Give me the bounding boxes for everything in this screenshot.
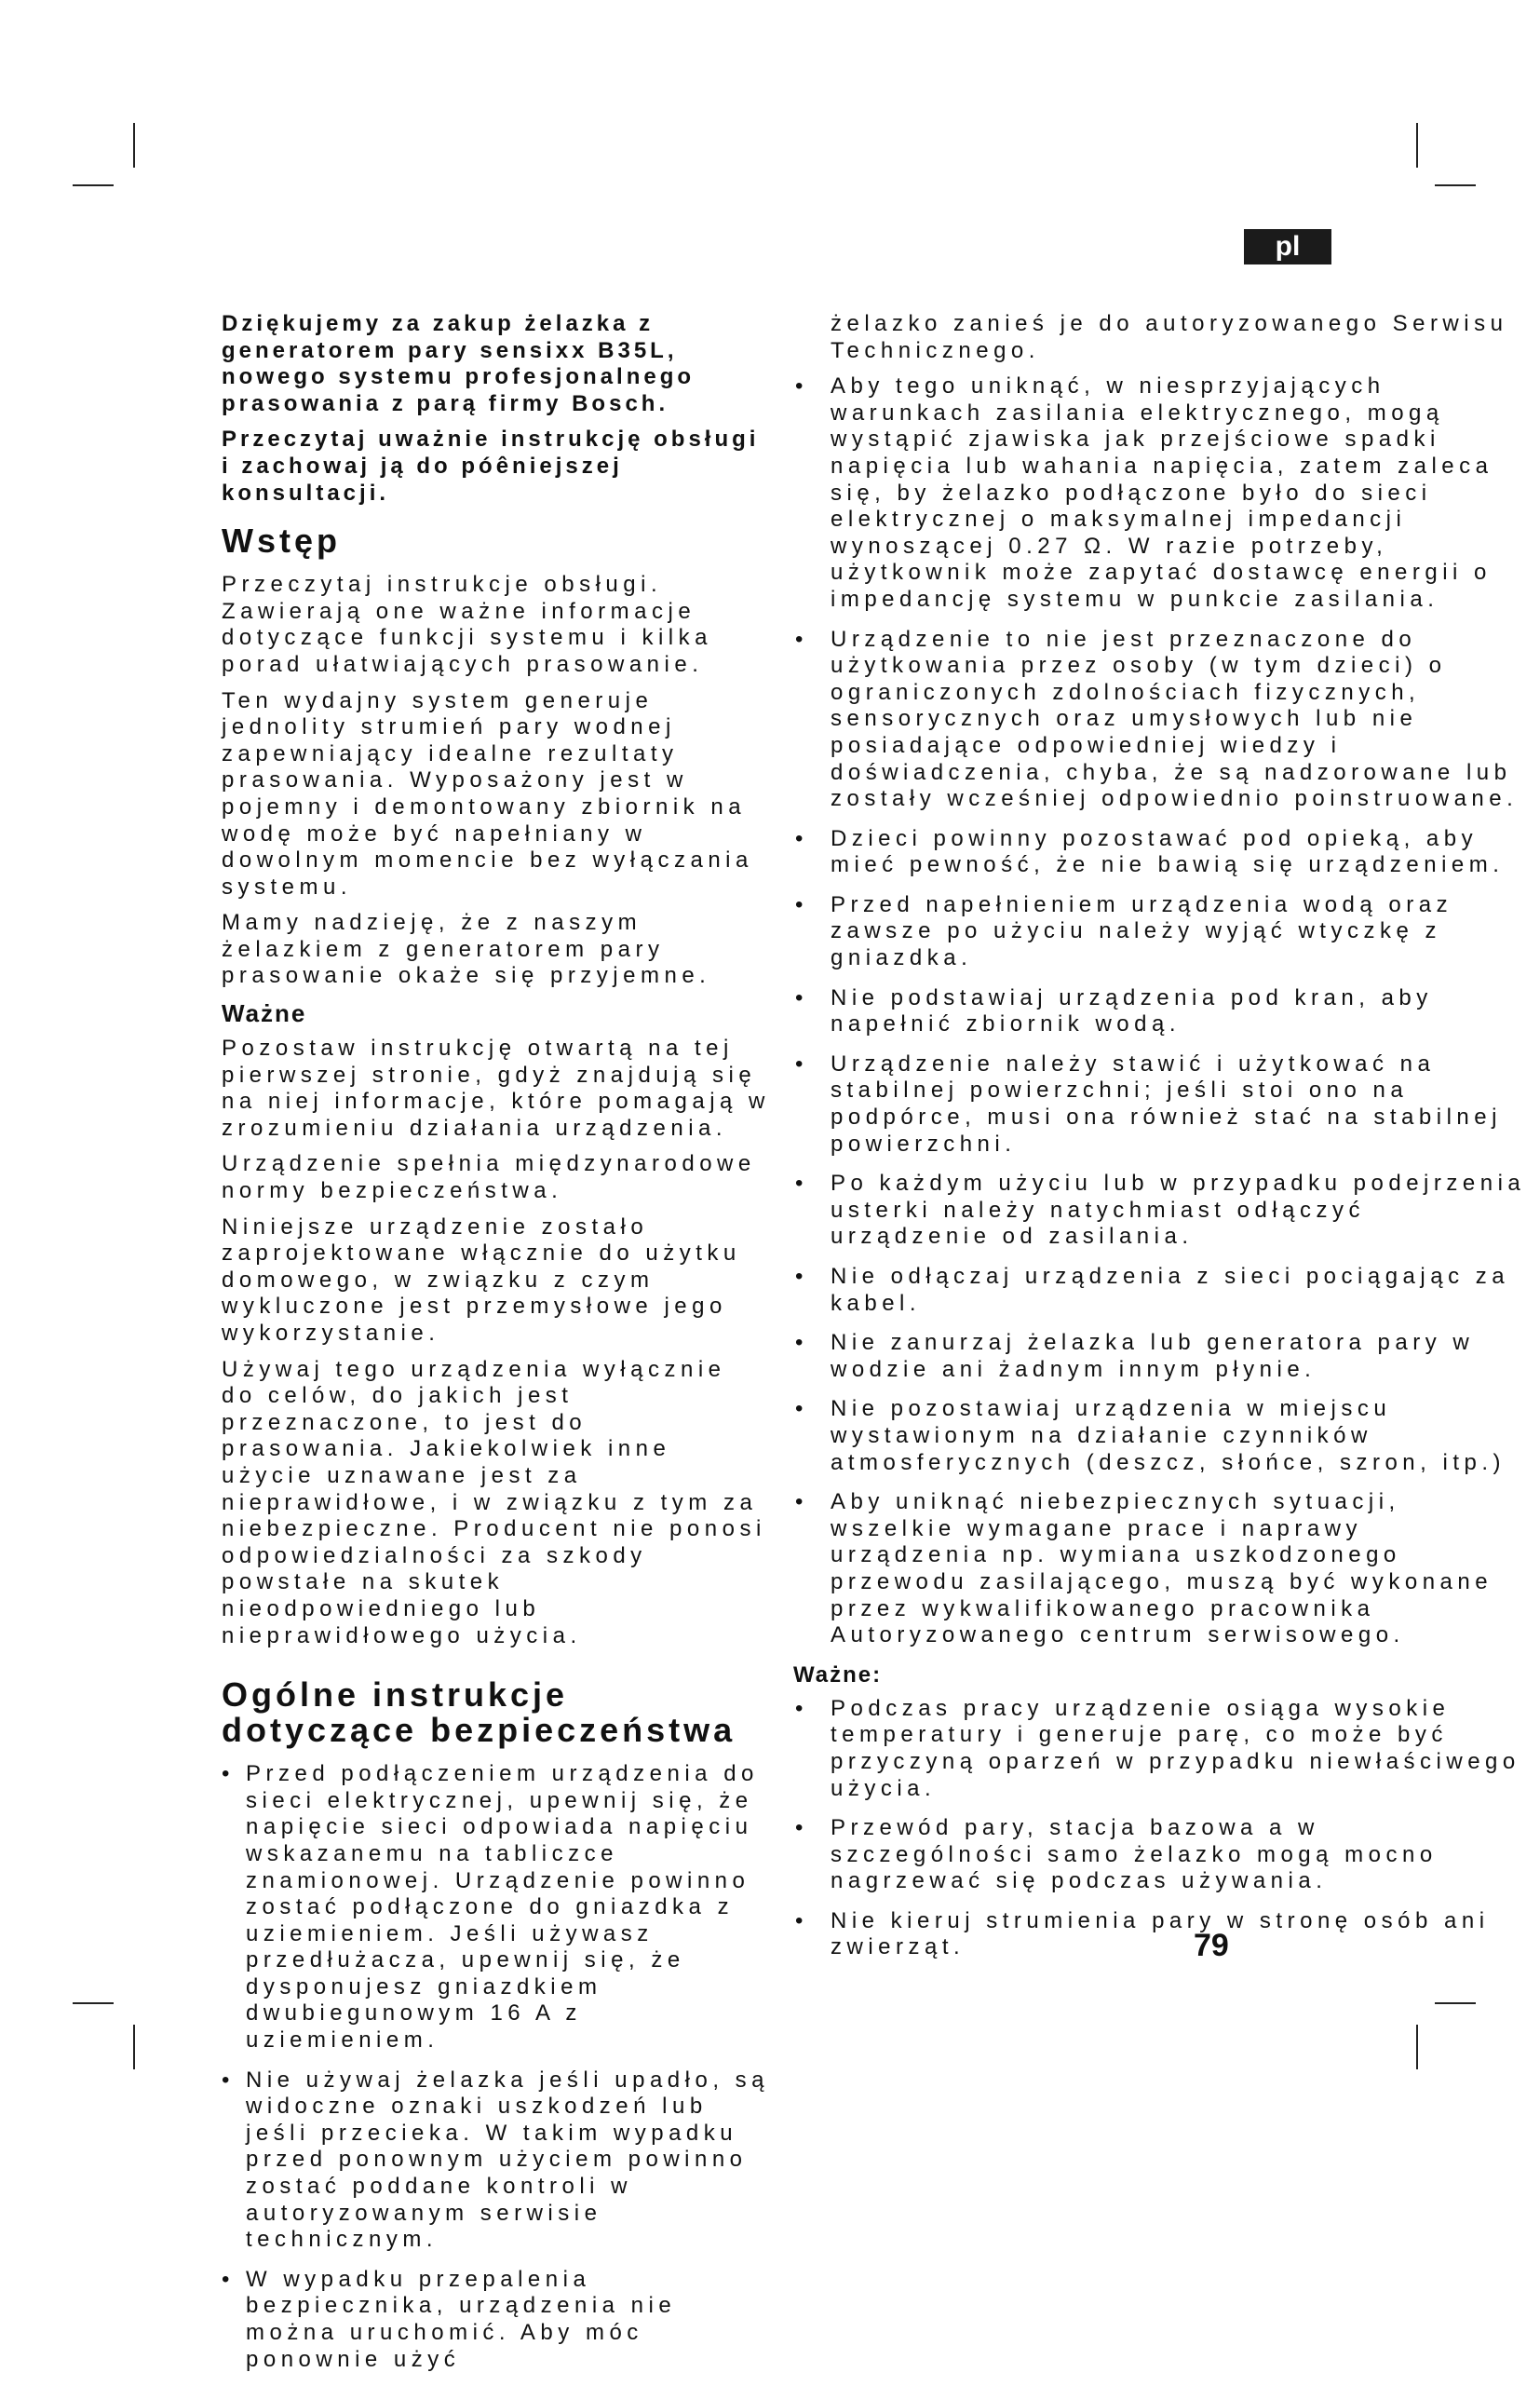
intro-paragraph: Mamy nadzieję, że z naszym żelazkiem z generatorem pary prasowanie okaże się przyjemne. xyxy=(222,910,711,989)
list-item: • Przed podłączeniem urządzenia do sieci elektrycznej, upewnij się, że napięcie sieci odpowiada napięciu wskazanemu na tabliczce znamionowej. Urządzenie powinno zostać podłączone do gniazdka z uziemieniem. Jeśli używasz przedłużacza, upewnij się, że dysponujesz gniazdkiem dwubiegunowym 16 A z uziemieniem. xyxy=(222,1761,759,2054)
list-item: • Przewód pary, stacja bazowa a w szczególności samo żelazko mogą mocno nagrzewać się podczas używania. xyxy=(795,1815,1438,1894)
list-item: • Nie używaj żelazka jeśli upadło, są widoczne oznaki uszkodzeń lub jeśli przecieka. W takim wypadku przed ponownym użyciem powinno zostać poddane kontroli w autoryzowanym serwisie technicznym. xyxy=(222,2067,770,2253)
list-item: • Nie podstawiaj urządzenia pod kran, aby napełnić zbiornik wodą. xyxy=(795,984,1433,1037)
important-paragraph: Urządzenie spełnia międzynarodowe normy bezpieczeństwa. xyxy=(222,1151,756,1204)
list-item: • Nie kieruj strumienia pary w stronę osób ani zwierząt. xyxy=(795,1907,1490,1960)
page-number: 79 xyxy=(1194,1928,1229,1963)
left-column xyxy=(222,311,771,2386)
crop-mark xyxy=(73,184,114,186)
heading-safety: Ogólne instrukcje dotyczące bezpieczeństwa xyxy=(222,1675,736,1750)
list-item: • Nie zanurzaj żelazka lub generatora pary w wodzie ani żadnym innym płynie. xyxy=(795,1330,1475,1382)
crop-mark xyxy=(1416,2025,1418,2069)
list-item: • Nie odłączaj urządzenia z sieci pociągając za kabel. xyxy=(795,1264,1510,1316)
list-item: • Przed napełnieniem urządzenia wodą oraz zawsze po użyciu należy wyjąć wtyczkę z gniazdka. xyxy=(795,891,1453,971)
important-paragraph: Używaj tego urządzenia wyłącznie do celów, do jakich jest przeznaczone, to jest do prasowania. Jakiekolwiek inne użycie uznawane jest za nieprawidłowe, i w związku z tym za niebezpieczne. Producent nie ponosi odpowiedzialności za szkody powstałe na skutek nieodpowiedniego lub nieprawidłowego użycia. xyxy=(222,1356,766,1648)
continuation-text: żelazko zanieś je do autoryzowanego Serwisu Technicznego. xyxy=(831,311,1508,363)
crop-mark xyxy=(1416,123,1418,168)
list-item: • Podczas pracy urządzenie osiąga wysokie temperatury i generuje parę, co może być przyczyną oparzeń w przypadku niewłaściwego użycia. xyxy=(795,1695,1520,1801)
heading-intro: Wstęp xyxy=(222,522,341,561)
list-item: • Dzieci powinny pozostawać pod opieką, aby mieć pewność, że nie bawią się urządzeniem. xyxy=(795,825,1505,878)
crop-mark xyxy=(133,2025,135,2069)
bullet-icon: • xyxy=(795,1051,808,1077)
important-paragraph: Niniejsze urządzenie zostało zaprojektowane włącznie do użytku domowego, w związku z czym wykluczone jest przemysłowe jego wykorzystanie. xyxy=(222,1213,741,1346)
language-tab: pl xyxy=(1244,229,1331,264)
intro-thanks: Dziękujemy za zakup żelazka z generatorem pary sensixx B35L, nowego systemu profesjonalnego prasowania z parą firmy Bosch. xyxy=(222,311,696,416)
list-item: • Aby tego uniknąć, w niesprzyjających warunkach zasilania elektrycznego, mogą wystąpić zjawiska jak przejściowe spadki napięcia lub wahania napięcia, zatem zaleca się, by żelazko podłączone było do sieci elektrycznej o maksymalnej impedancji wynoszącej 0.27 Ω. W razie potrzeby, użytkownik może zapytać dostawcę energii o impedancję systemu w punkcie zasilania. xyxy=(795,373,1493,612)
heading-important: Ważne xyxy=(222,999,307,1028)
bullet-icon: • xyxy=(795,1695,808,1721)
bullet-icon: • xyxy=(795,1907,808,1933)
list-item: • Urządzenie należy stawić i użytkować na stabilnej powierzchni; jeśli stoi ono na podpórce, musi ona również stać na stabilnej powierzchni. xyxy=(795,1051,1502,1157)
bullet-icon: • xyxy=(795,1396,808,1422)
safety-list xyxy=(222,1761,771,2373)
bullet-icon: • xyxy=(795,891,808,917)
bullet-icon: • xyxy=(795,1330,808,1356)
bullet-icon: • xyxy=(795,984,808,1010)
bullet-icon: • xyxy=(795,1264,808,1289)
safety-list-continued xyxy=(793,373,1529,1649)
bullet-icon: • xyxy=(222,2266,235,2292)
bullet-icon: • xyxy=(795,1489,808,1515)
bullet-icon: • xyxy=(795,1171,808,1197)
list-item: • Aby uniknąć niebezpiecznych sytuacji, wszelkie wymagane prace i naprawy urządzenia np. wymiana uszkodzonego przewodu zasilającego, muszą być wykonane przez wykwalifikowanego pracownika Autoryzowanego centrum serwisowego. xyxy=(795,1489,1493,1648)
important-list xyxy=(793,1696,1529,1961)
intro-read-instructions: Przeczytaj uważnie instrukcję obsługi i zachowaj ją do póêniejszej konsultacji. xyxy=(222,427,760,506)
crop-mark xyxy=(73,2002,114,2004)
bullet-icon: • xyxy=(795,373,808,400)
crop-mark xyxy=(1435,184,1476,186)
list-item: • Urządzenie to nie jest przeznaczone do użytkowania przez osoby (w tym dzieci) o ograniczonych zdolnościach fizycznych, sensorycznych oraz umysłowych lub nie posiadające odpowiedniej wiedzy i doświadczenia, chyba, że są nadzorowane lub zostały wcześniej odpowiednio poinstruowane. xyxy=(795,626,1519,812)
right-column xyxy=(793,311,1529,1974)
bullet-icon: • xyxy=(222,2067,235,2093)
bullet-icon: • xyxy=(795,626,808,652)
crop-mark xyxy=(1435,2002,1476,2004)
intro-paragraph: Ten wydajny system generuje jednolity strumień pary wodnej zapewniający idealne rezultaty prasowania. Wyposażony jest w pojemny i demontowany zbiornik na wodę może być napełniany w dowolnym momencie bez wyłączania systemu. xyxy=(222,687,753,900)
bullet-icon: • xyxy=(222,1761,235,1787)
list-item: • Nie pozostawiaj urządzenia w miejscu wystawionym na działanie czynników atmosferycznych (deszcz, słońce, szron, itp.) xyxy=(795,1396,1506,1475)
crop-mark xyxy=(133,123,135,168)
important-paragraph: Pozostaw instrukcję otwartą na tej pierwszej stronie, gdyż znajdują się na niej informacje, które pomagają w zrozumieniu działania urządzenia. xyxy=(222,1036,770,1141)
heading-important-right: Ważne: xyxy=(793,1661,883,1688)
bullet-icon: • xyxy=(795,1815,808,1841)
intro-paragraph: Przeczytaj instrukcje obsługi. Zawierają one ważne informacje dotyczące funkcji systemu i kilka porad ułatwiających prasowanie. xyxy=(222,572,712,677)
bullet-icon: • xyxy=(795,825,808,851)
list-item: • W wypadku przepalenia bezpiecznika, urządzenia nie można uruchomić. Aby móc ponownie użyć xyxy=(222,2266,677,2372)
list-item: • Po każdym użyciu lub w przypadku podejrzenia usterki należy natychmiast odłączyć urządzenie od zasilania. xyxy=(795,1171,1526,1250)
